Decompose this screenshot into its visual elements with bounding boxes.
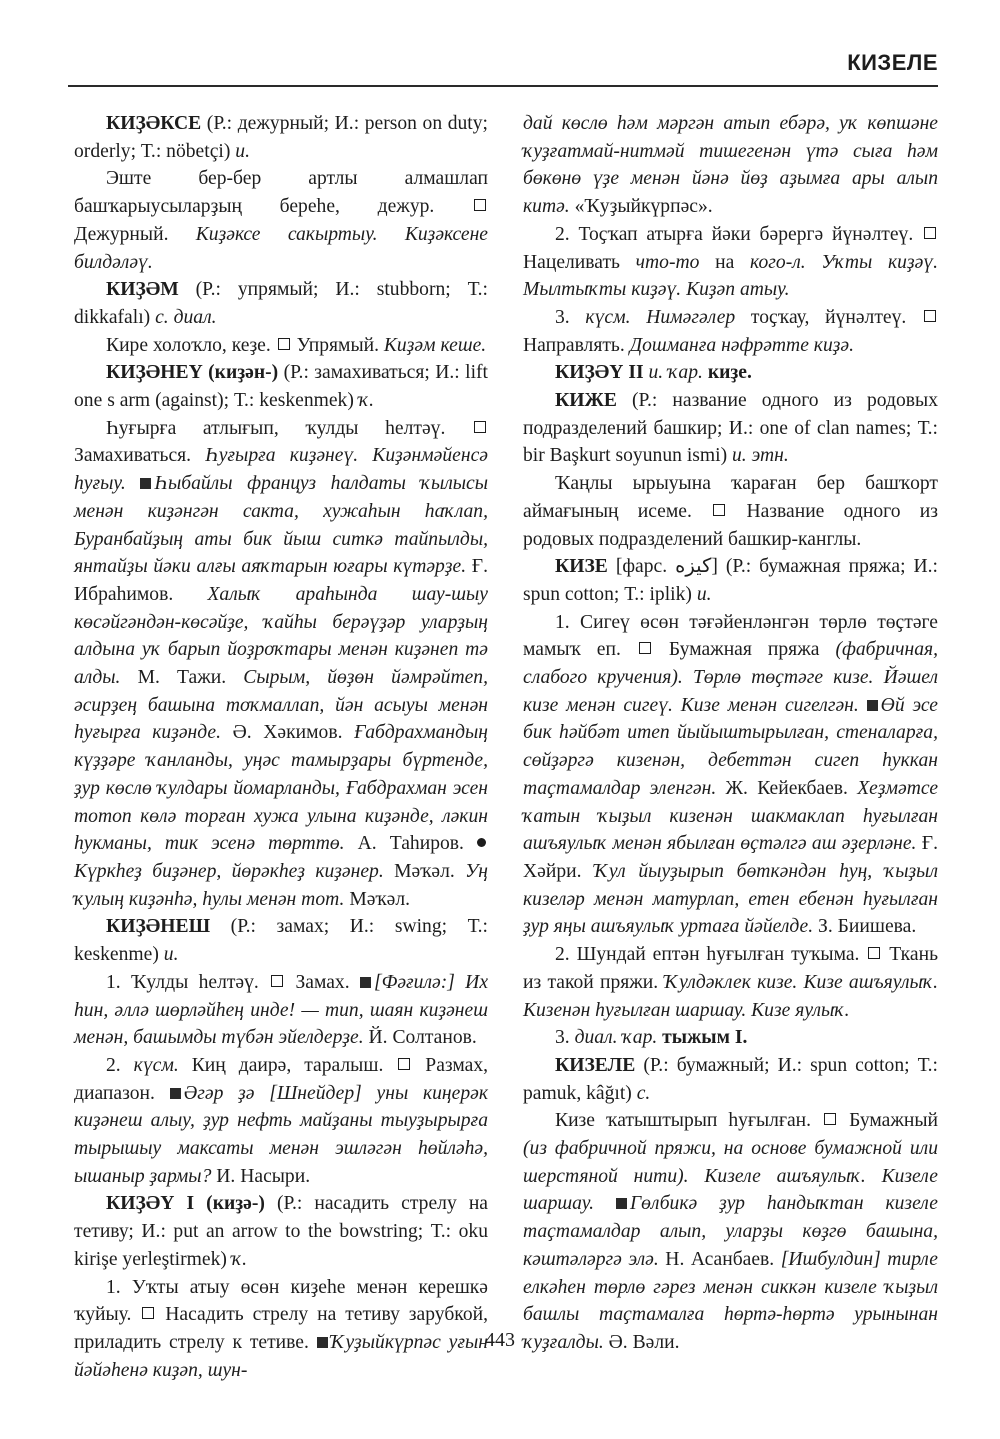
quotation: Гөлбикә ҙур һандыҡтан кизеле таҫтамалдар алып, уларҙы көҙгө башына, кәштәләргә элә.: [523, 1193, 939, 1270]
part-of-speech: и.: [163, 944, 179, 966]
entry-kizam-head: [74, 276, 488, 331]
russian-object: что-то: [635, 251, 700, 273]
running-head: КИЗЕЛЕ: [847, 50, 938, 75]
part-of-speech: диал. ҡар.: [574, 1027, 663, 1049]
quotation: Һыбайлы француз һалдаты ҡылысы менән киҙәнгән сакта, хужаһын һаҡлап, Буранбайҙың аты бик йыш ситкә тайпылды, янтайҙы йәки алғы аяҡтарын юғары күтәрҙе.: [74, 473, 488, 578]
russian-equivalent: Насадить стрелу на тетиву зарубкой, приладить стрелу к тетиве.: [74, 1304, 488, 1353]
sense-number: 2.: [106, 1054, 134, 1076]
gloss: (Р.: замах; И.: swing; Т.: keskenme): [74, 916, 488, 966]
part-of-speech: ҡ.: [358, 390, 375, 412]
part-of-speech: күсм.: [585, 306, 647, 328]
sense-number: 2.: [555, 944, 577, 966]
quotation-author: З. Биишева.: [818, 916, 917, 938]
translation-marker-icon: [142, 1307, 154, 1319]
quotation: Әгәр ҙә [Шнейдер] уны киңерәк киҙәнеш алыу, ҙур нефть майҙаны тыуҙырырға тырышыу максаты менән эшләгән һөйләһә, ышаныр ҙармы?: [74, 1082, 488, 1187]
russian-object: кого-л.: [750, 251, 822, 273]
entry-kizhe-def: [523, 470, 938, 553]
quotation: Хеҙмәтсе ҡатын ҡыҙыл кизенән шакмаклап һуғылған ашъяулыҡ менән ябылған өҫтәлгә аш әҙерләне.: [523, 777, 939, 855]
usage-example: Уҡты киҙәү. Мылтыҡты киҙәү. Киҙәп атыу.: [523, 251, 938, 301]
quotation: Ҡул йыуҙырып бөткәндән һуң, ҡыҙыл кизеләр менән матурлап, етен ебенән һуғылған ҙур яңы ашъяулыҡ уртаға йәйелде.: [523, 860, 938, 938]
quotation: Сырым, йөҙөн йәмрәйтеп, әсирҙең башына тоҡмаллап, йән асыуы менән һуғырға киҙәнде.: [74, 667, 488, 744]
definition: Һуғырға атлығып, ҡулды һелтәү.: [106, 417, 472, 439]
usage-example: Киҙәм кеше.: [383, 334, 487, 356]
arabic-script: کیزه: [675, 556, 712, 578]
headword: КИҘӘҮ I (киҙә-): [106, 1193, 265, 1215]
entry-kizele-head: [523, 1052, 938, 1107]
russian-equivalent: Замах.: [295, 971, 360, 993]
etymology: [фарс.: [607, 556, 676, 578]
proverb: Күркһеҙ биҙәнер, йөрәкһеҙ киҙәнер.: [74, 860, 395, 882]
part-of-speech: с.: [636, 1082, 651, 1104]
gloss: (Р.: дежурный; И.: person on duty; orderly; Т.: nöbetçi): [74, 113, 488, 162]
header-rule: [68, 85, 938, 87]
right-column: [523, 110, 938, 1357]
quotation: Ҡуҙыйкүрпәс уғын йәйәһенә киҙәп, шун-: [74, 1331, 488, 1381]
russian-explanation: (из фабричной пряжи, на основе бумажной или шерстяной нити).: [523, 1138, 938, 1187]
quotation-continuation: [523, 110, 938, 221]
russian-equivalent: на: [699, 251, 751, 273]
russian-equivalent: Нацеливать: [523, 251, 636, 273]
definition: Кизе ҡатыштырып һуғылған.: [555, 1110, 823, 1132]
definition: тоҫҡау, йүнәлтеү.: [735, 306, 922, 328]
russian-equivalent: Дежурный.: [74, 223, 196, 245]
part-of-speech: күсм.: [133, 1054, 192, 1076]
headword: КИҘӘНЕШ: [106, 916, 211, 938]
sense-number: 2.: [555, 223, 579, 245]
left-column: [74, 110, 488, 1384]
governance: Нимәгәлер: [646, 306, 736, 328]
entry-kize-sense-3: [523, 1024, 938, 1052]
headword: КИЖЕ: [555, 390, 617, 412]
quotation-marker-icon: [170, 1088, 181, 1099]
usage-example: Киҙәксе сакыртыу. Киҙәксене билдәләү.: [74, 223, 488, 273]
gloss: (Р.: упрямый; И.: stubborn; Т.: dikkafalı): [74, 279, 488, 328]
translation-marker-icon: [924, 227, 936, 239]
usage-example: Төрлө төҫтәге кизе. Йәшел кизе менән сигеү. Кизе менән сигелгән.: [523, 667, 939, 716]
definition: Тоҫҡап атырға йәки бәрергә йүнәлтеү.: [578, 223, 922, 245]
quotation-author: И. Насыри.: [216, 1165, 311, 1187]
russian-equivalent: Бумажная пряжа: [668, 639, 836, 661]
russian-equivalent: Замахиваться.: [74, 445, 206, 467]
entry-kizaneu-head: [74, 359, 488, 414]
gloss: (Р.: название одного из родовых подразделений башкир; И.: one of clan names; Т.: bir Başkurt soyunun ismi): [523, 390, 938, 467]
quotation-marker-icon: [616, 1198, 627, 1209]
entry-kize-sense-1: [523, 609, 938, 941]
quotation-author: М. Тажи.: [137, 667, 244, 689]
translation-marker-icon: [824, 1113, 836, 1125]
definition: Эште бер-бер артлы алмашлап башҡарыусыларҙың береһе, дежур.: [74, 168, 488, 218]
entry-kizanesh-head: [74, 913, 488, 968]
part-of-speech: и. этн.: [732, 445, 789, 467]
entry-kizau-1-sense-3: [523, 304, 938, 359]
quotation-author: Ә. Хәкимов.: [232, 722, 355, 744]
proverb-source: Мәҡәл.: [394, 860, 466, 882]
part-of-speech: с. диал.: [155, 306, 217, 328]
headword: КИЗЕ: [555, 556, 608, 578]
russian-equivalent: Направлять.: [523, 334, 630, 356]
quotation: дай көслө һәм мәргән атып ебәрә, уҡ көпшәне ҡуҙғатмай-нитмәй тишегенән үтә сыға һәм бөкөнө үҙе менән йәнә йөҙ аҙымға ары алып китә.: [523, 113, 938, 218]
quotation-author: Ә. Вәли.: [608, 1331, 680, 1353]
translation-marker-icon: [271, 975, 283, 987]
definition: Сигеү өсөн тәғәйенләнгән төрлө төҫтәге мамыҡ еп.: [523, 611, 938, 661]
cross-reference: киҙе.: [707, 362, 752, 384]
usage-example: Кизеле ашъяулыҡ. Кизеле шаршау.: [523, 1165, 938, 1215]
definition: Киң даирә, таралыш.: [191, 1054, 397, 1076]
sense-number: 1.: [555, 611, 581, 633]
gloss: ] (Р.: бумажная пряжа; И.: spun cotton; Т.: iplik): [523, 556, 939, 605]
quotation: Халыҡ араһында шау-шыу көсәйгәндән-көсәйҙе, ҡайһы берәүҙәр уларҙың алдына уҡ барып йоҙроҡтары менән киҙәнеп тә алды.: [74, 583, 489, 689]
entry-kizau-1-head: [74, 1190, 488, 1273]
part-of-speech: и.: [235, 140, 250, 162]
entry-kizanesh-sense-1: [74, 969, 488, 1052]
quotation-marker-icon: [360, 977, 371, 988]
quotation-author: «Ҡуҙыйкүрпәс».: [574, 196, 713, 218]
part-of-speech: и. ҡар.: [648, 362, 708, 384]
headword: КИҘӘҮ II: [555, 362, 644, 384]
sense-number: 3.: [555, 1027, 575, 1049]
russian-equivalent: Название одного из родовых подразделений башкир-канглы.: [523, 500, 938, 550]
quotation-author: Й. Солтанов.: [368, 1027, 477, 1049]
translation-marker-icon: [868, 947, 880, 959]
part-of-speech: ҡ.: [231, 1248, 248, 1270]
usage-example: Ҡулдәклек кизе. Кизе ашъяулыҡ. Кизенән һуғылған шаршау. Кизе яулыҡ.: [523, 971, 938, 1021]
quotation: [Фәғилә:] Их һин, әллә шөрләйһең инде! — тип, шаян киҙәнеш менән, башымды түбән эйелдерҙе.: [74, 971, 489, 1049]
headword: КИҘӘМ: [106, 279, 179, 301]
entry-kizanesh-sense-2: [74, 1052, 488, 1191]
quotation: Өй эсе бик һәйбәт итеп йыйыштырылған, стеналарға, сөйҙәргә кизенән, дебеттән сигеп һуккан таҫтамалдар эленгән.: [523, 694, 938, 799]
entry-kize-head: [523, 553, 938, 608]
entry-kizau-2: [523, 359, 938, 387]
russian-equivalent: Размах, диапазон.: [74, 1054, 489, 1104]
headword: КИЗЕЛЕ: [555, 1054, 636, 1076]
translation-marker-icon: [474, 199, 486, 211]
gloss: (Р.: бумажный; И.: spun cotton; Т.: pamuk, kâğıt): [523, 1054, 938, 1104]
definition: Шундай ептән һуғылған туҡыма.: [576, 944, 867, 966]
quotation-author: А. Таһиров.: [357, 833, 477, 855]
quotation: [Ишбулдин] тирле елкәһен төрлө гәрез менән сиккән кизеле ҡыҙыл башлы таҫтамалға һөртә-һөртә урынынан ҡуҙғалды.: [523, 1248, 939, 1353]
definition: Ҡаңлы ырыуына ҡараған бер башҡорт аймағының исеме.: [523, 473, 938, 522]
russian-equivalent: Упрямый.: [296, 334, 384, 356]
headword: КИҘӘНЕҮ (киҙән-): [106, 362, 279, 384]
part-of-speech: и.: [696, 583, 712, 605]
quotation-author: Ж. Кейекбаев.: [725, 777, 858, 799]
russian-equivalent: Ткань из такой пряжи.: [523, 944, 939, 993]
sense-number: 1.: [106, 971, 132, 993]
gloss: (Р.: замахиваться; И.: lift one s arm (against); Т.: keskenmek): [74, 362, 488, 412]
proverb-source: Мәҡәл.: [349, 888, 411, 910]
quotation-marker-icon: [140, 478, 151, 489]
entry-kizaneu-def: [74, 415, 488, 914]
translation-marker-icon: [398, 1058, 410, 1070]
quotation: Ғабдрахмандың күҙҙәре ҡанланды, уңәс тамырҙары бүртенде, ҙур көслө ҡулдары йомарланды, Ғабдрахман эсен тотоп көлә торған хужа улына киҙәнде, ләкин һукманы, тик эсенә төрттө.: [74, 722, 489, 855]
quotation-author: Н. Асанбаев.: [665, 1248, 781, 1270]
gloss: (Р.: насадить стрелу на тетиву; И.: put an arrow to the bowstring; Т.: oku kirişe yerleştirmek): [74, 1193, 488, 1270]
definition: Кире холоҡло, кеҙе.: [106, 334, 276, 356]
proverb-marker-icon: [477, 838, 486, 847]
cross-reference: тыжым I.: [662, 1027, 748, 1049]
quotation-author: Ғ. Ибраһимов.: [74, 556, 488, 605]
entry-kizele-def: [523, 1107, 938, 1356]
definition: Уҡты атыу өсөн киҙеһе менән керешкә ҡуйыу.: [74, 1276, 488, 1326]
usage-example: Һуғырға киҙәнеү. Киҙәнмәйенсә һуғыу.: [74, 445, 488, 495]
sense-number: 1.: [106, 1276, 132, 1298]
translation-marker-icon: [639, 642, 651, 654]
quotation-author: Ғ. Хәйри.: [523, 833, 938, 882]
proverb: Уң ҡулың киҙәнһә, һулы менән тот.: [74, 860, 489, 910]
entry-kizakse-head: [74, 110, 488, 165]
translation-marker-icon: [474, 421, 486, 433]
sense-number: 3.: [555, 306, 586, 328]
entry-kizam-def: [74, 332, 488, 360]
entry-kizakse-def: [74, 165, 488, 276]
page-number: 443: [485, 1329, 515, 1351]
translation-marker-icon: [278, 338, 290, 350]
russian-explanation: (фабричная, слабого кручения).: [523, 639, 939, 689]
quotation-marker-icon: [867, 700, 878, 711]
russian-equivalent: Бумажный: [849, 1110, 938, 1132]
translation-marker-icon: [924, 310, 936, 322]
entry-kizhe-head: [523, 387, 938, 470]
entry-kizau-1-sense-2: [523, 221, 938, 304]
usage-example: Дошманға нәфрәтте киҙә.: [629, 334, 854, 356]
translation-marker-icon: [713, 504, 725, 516]
headword: КИҘӘКСЕ: [106, 113, 202, 134]
definition: Ҡулды һелтәү.: [131, 971, 270, 993]
entry-kize-sense-2: [523, 941, 938, 1024]
